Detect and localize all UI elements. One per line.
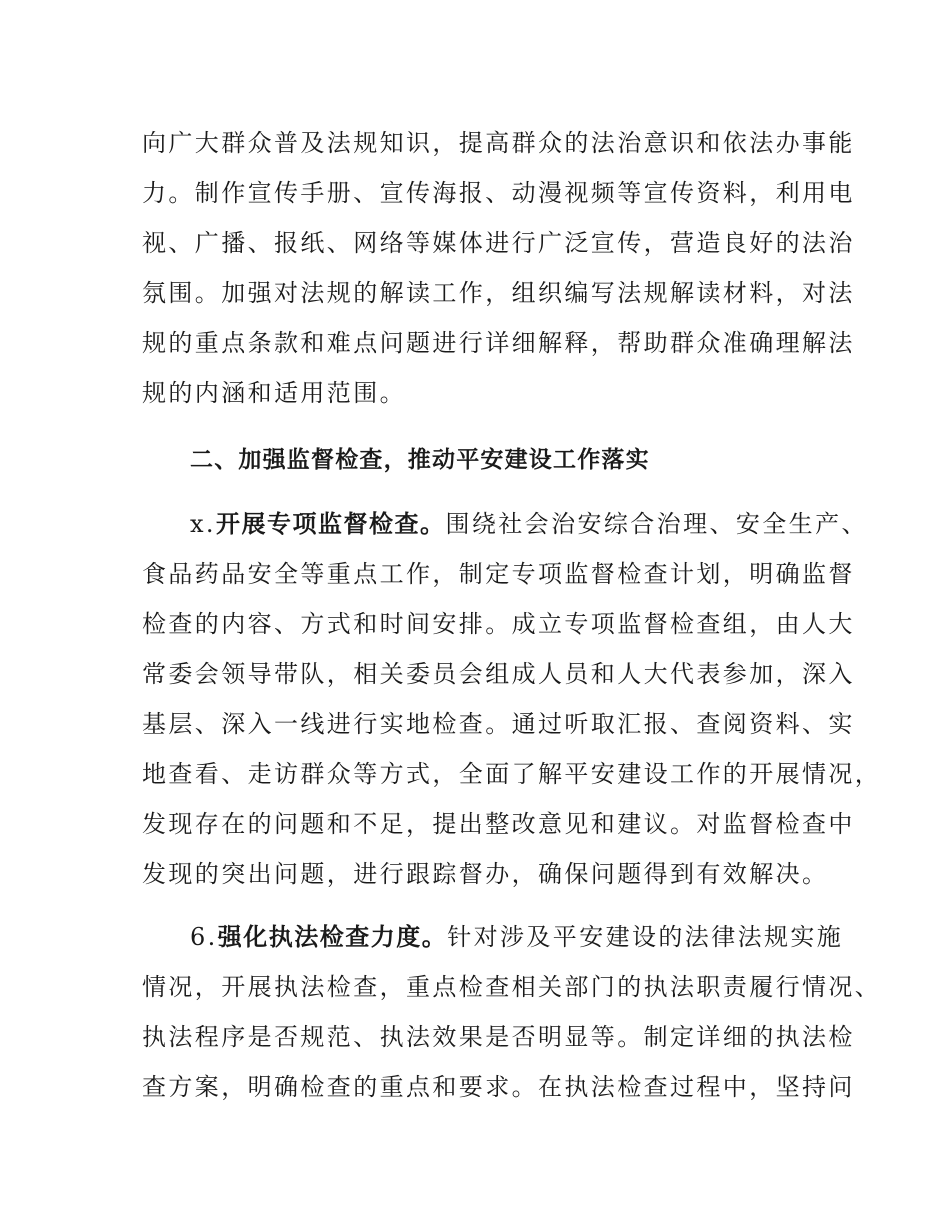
item-number: x. bbox=[190, 510, 216, 538]
paragraph-line: 常委会领导带队，相关委员会组成人员和人大代表参加，深入 bbox=[142, 660, 855, 688]
paragraph-line: 地查看、走访群众等方式，全面了解平安建设工作的开展情况， bbox=[142, 760, 882, 788]
item-title: 开展专项监督检查。 bbox=[215, 510, 446, 538]
section-heading: 二、加强监督检查，推动平安建设工作落实 bbox=[190, 447, 650, 473]
paragraph-line: 情况，开展执法检查，重点检查相关部门的执法职责履行情况、 bbox=[142, 973, 882, 1001]
paragraph-line: 检查的内容、方式和时间安排。成立专项监督检查组，由人大 bbox=[142, 610, 855, 638]
paragraph-line: 执法程序是否规范、执法效果是否明显等。制定详细的执法检 bbox=[142, 1023, 855, 1051]
item-text: 围绕社会治安综合治理、安全生产、 bbox=[445, 510, 868, 538]
paragraph-line: 食品药品安全等重点工作，制定专项监督检查计划，明确监督 bbox=[142, 560, 855, 588]
paragraph-line: 规的重点条款和难点问题进行详细解释，帮助群众准确理解法 bbox=[142, 329, 855, 357]
item-number: 6. bbox=[190, 923, 218, 951]
paragraph-line: 基层、深入一线进行实地检查。通过听取汇报、查阅资料、实 bbox=[142, 710, 855, 738]
paragraph-line: 视、广播、报纸、网络等媒体进行广泛宣传，营造良好的法治 bbox=[142, 229, 855, 257]
paragraph-line: 查方案，明确检查的重点和要求。在执法检查过程中，坚持问 bbox=[142, 1073, 855, 1101]
paragraph-line: 发现的突出问题，进行跟踪督办，确保问题得到有效解决。 bbox=[142, 860, 829, 888]
item-first-line bbox=[190, 509, 868, 539]
item-first-line bbox=[190, 922, 843, 952]
paragraph-line: 氛围。加强对法规的解读工作，组织编写法规解读材料，对法 bbox=[142, 279, 855, 307]
paragraph-line: 规的内涵和适用范围。 bbox=[142, 379, 406, 407]
item-title: 强化执法检查力度。 bbox=[217, 923, 448, 951]
item-text: 针对涉及平安建设的法律法规实施 bbox=[447, 923, 844, 951]
paragraph-line: 力。制作宣传手册、宣传海报、动漫视频等宣传资料，利用电 bbox=[142, 179, 855, 207]
paragraph-line: 向广大群众普及法规知识，提高群众的法治意识和依法办事能 bbox=[142, 129, 855, 157]
paragraph-line: 发现存在的问题和不足，提出整改意见和建议。对监督检查中 bbox=[142, 810, 855, 838]
